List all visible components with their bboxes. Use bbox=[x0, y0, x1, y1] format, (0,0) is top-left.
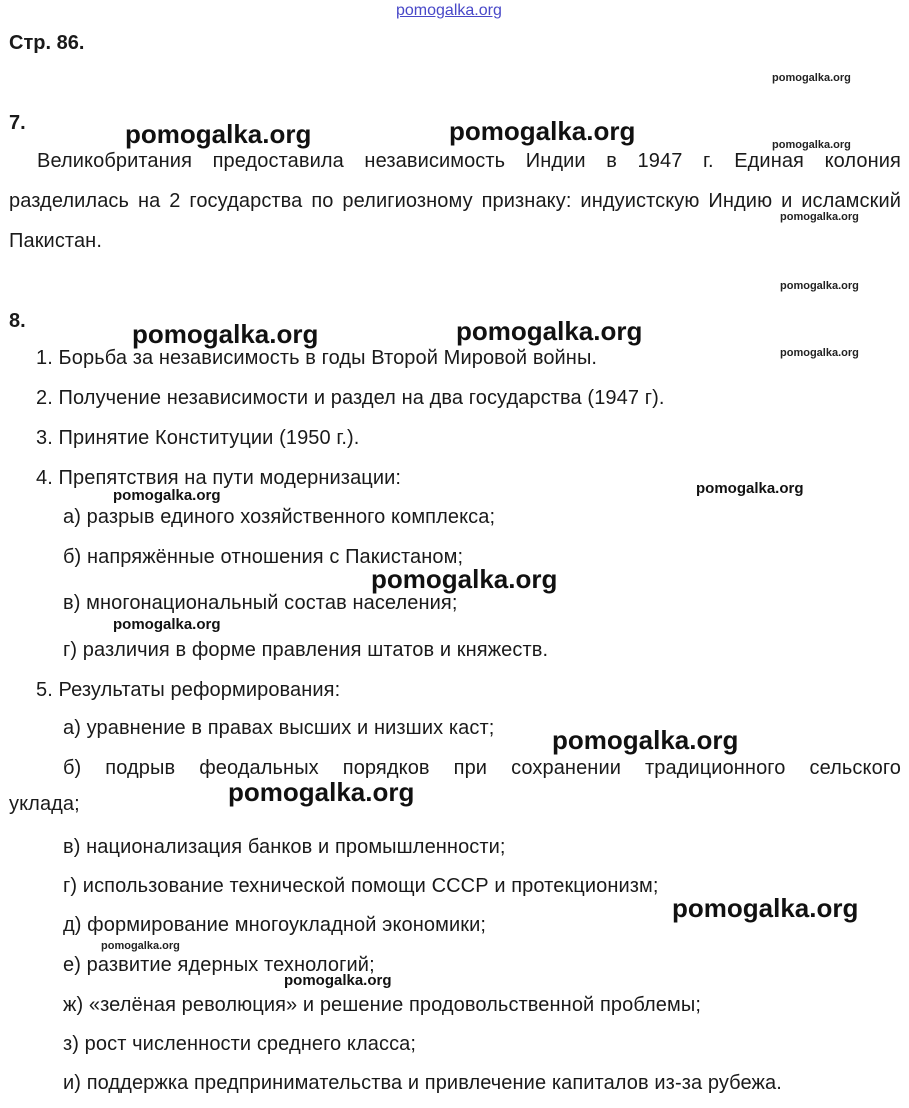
watermark: pomogalka.org bbox=[456, 316, 643, 346]
result-item-g: г) использование технической помощи СССР и протекционизм; bbox=[63, 875, 659, 897]
watermark: pomogalka.org bbox=[672, 893, 859, 923]
task-8-number: 8. bbox=[9, 310, 26, 332]
watermark: pomogalka.org bbox=[780, 347, 859, 359]
result-item-z: з) рост численности среднего класса; bbox=[63, 1033, 417, 1055]
list-item-1: 1. Борьба за независимость в годы Второй Мировой войны. bbox=[36, 347, 598, 369]
list-item-2: 2. Получение независимости и раздел на два государства (1947 г). bbox=[36, 387, 665, 409]
watermark: pomogalka.org bbox=[772, 139, 851, 151]
watermark: pomogalka.org bbox=[449, 116, 636, 146]
result-item-b-continuation: уклада; bbox=[9, 793, 80, 815]
watermark: pomogalka.org bbox=[284, 972, 392, 989]
list-item-5: 5. Результаты реформирования: bbox=[36, 679, 341, 701]
watermark: pomogalka.org bbox=[132, 319, 319, 349]
watermark: pomogalka.org bbox=[228, 777, 415, 807]
watermark: pomogalka.org bbox=[113, 487, 221, 504]
watermark-top-link[interactable]: pomogalka.org bbox=[396, 2, 502, 19]
watermark: pomogalka.org bbox=[125, 119, 312, 149]
list-item-3: 3. Принятие Конституции (1950 г.). bbox=[36, 427, 360, 449]
result-item-d: д) формирование многоукладной экономики; bbox=[63, 914, 487, 936]
result-item-v: в) национализация банков и промышленности; bbox=[63, 836, 506, 858]
result-item-zh: ж) «зелёная революция» и решение продовольственной проблемы; bbox=[63, 994, 701, 1016]
task-7-number: 7. bbox=[9, 112, 26, 134]
list-item-4: 4. Препятствия на пути модернизации: bbox=[36, 467, 402, 489]
watermark: pomogalka.org bbox=[780, 280, 859, 292]
watermark: pomogalka.org bbox=[371, 564, 558, 594]
obstacle-item-b: б) напряжённые отношения с Пакистаном; bbox=[63, 546, 464, 568]
result-item-e: е) развитие ядерных технологий; bbox=[63, 954, 375, 976]
obstacle-item-a: а) разрыв единого хозяйственного комплекса; bbox=[63, 506, 496, 528]
watermark: pomogalka.org bbox=[552, 725, 739, 755]
watermark: pomogalka.org bbox=[780, 211, 859, 223]
obstacle-item-v: в) многонациональный состав населения; bbox=[63, 592, 458, 614]
obstacle-item-g: г) различия в форме правления штатов и княжеств. bbox=[63, 639, 549, 661]
task-7-text: Великобритания предоставила независимость Индии в 1947 г. Единая колония разделилась на 2 государства по религиозному признаку: индуистскую Индию и исламский Пакистан. bbox=[9, 150, 901, 252]
watermark: pomogalka.org bbox=[113, 616, 221, 633]
watermark: pomogalka.org bbox=[101, 940, 180, 952]
result-item-a: а) уравнение в правах высших и низших каст; bbox=[63, 717, 495, 739]
watermark: pomogalka.org bbox=[696, 480, 804, 497]
result-item-b: б) подрыв феодальных порядков при сохранении традиционного сельского bbox=[63, 757, 901, 779]
watermark: pomogalka.org bbox=[772, 72, 851, 84]
result-item-i: и) поддержка предпринимательства и привлечение капиталов из-за рубежа. bbox=[63, 1072, 782, 1094]
page-heading: Стр. 86. bbox=[9, 32, 85, 54]
task-7-paragraph bbox=[9, 141, 901, 261]
